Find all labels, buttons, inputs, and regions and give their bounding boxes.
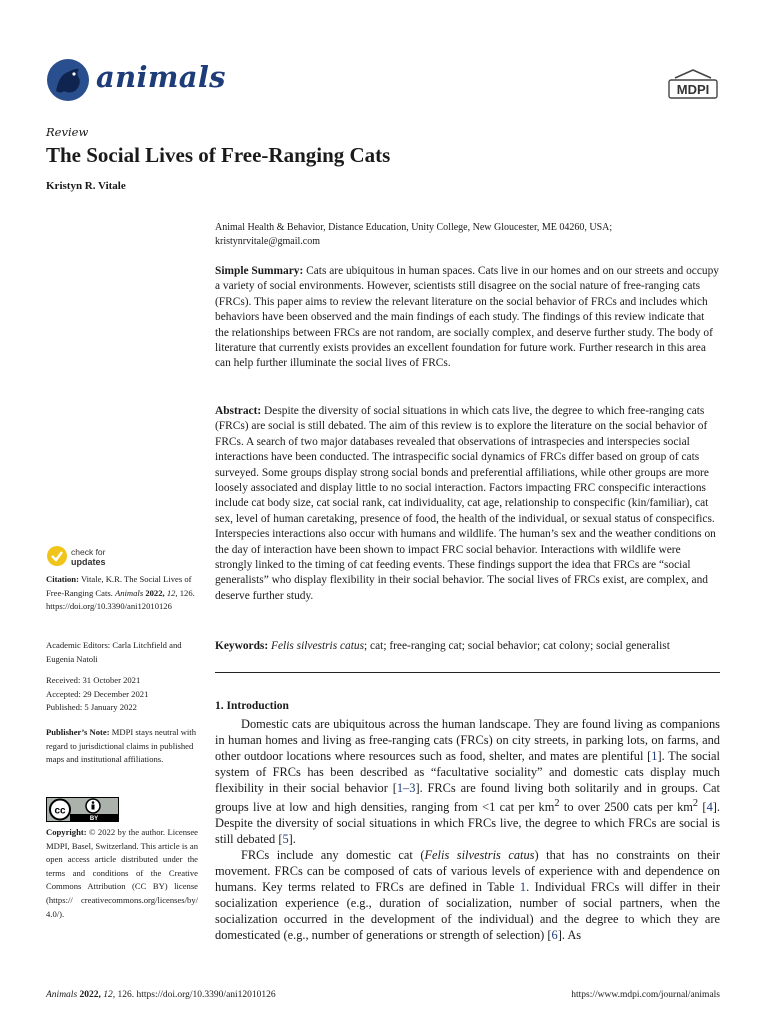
introduction-body — [215, 716, 720, 943]
text-run: to over 2500 cats per km — [559, 800, 693, 815]
intro-paragraph — [215, 716, 720, 847]
text-run: ]. The social system of FRCs has been described as “facultative sociality” and domestic cats display much flexibility in their social behavior [ — [215, 749, 720, 795]
affiliation-address: Animal Health & Behavior, Distance Education, Unity College, New Gloucester, ME 04260, USA; — [215, 222, 613, 233]
superscript: 2 — [692, 798, 699, 809]
simple-summary-text: Cats are ubiquitous in human spaces. Cats live in our homes and on our streets and occupy a variety of social environments. However, scientists still disagree on the social nature of free-ranging cats (FRCs). This paper aims to review the relevant literature on the social behavior of FRCs and includes which behaviors have been observed and the main findings of each study. The findings of this review indicate that the relationships between FRCs are not random, are socially complex, and deserve further study. The body of literature that currently exists provides an excellent foundation for future work. Further research in this area can help further illuminate the social lives of FRCs. — [215, 265, 719, 370]
text-run: FRCs include any domestic cat ( — [241, 848, 425, 863]
table-link[interactable]: 1 — [519, 880, 527, 895]
citation-label: Citation: — [46, 574, 79, 584]
journal-name: animals — [96, 60, 226, 94]
citation-journal: Animals — [115, 587, 144, 598]
footer-year: 2022, — [79, 990, 101, 1000]
article-type: Review — [46, 125, 89, 139]
keywords-label: Keywords: — [215, 640, 269, 652]
check-updates-icon — [46, 545, 68, 567]
footer-doi[interactable]: 126. https://doi.org/10.3390/ani12010126 — [117, 990, 276, 1000]
check-updates-line1: check for — [71, 547, 106, 557]
academic-editors: Academic Editors: Carla Litchfield and Eugenia Natoli — [46, 640, 182, 664]
footer-citation — [46, 990, 276, 1000]
text-run: ]. FRCs are found living both solitarily and in groups. Cat groups live at low and high densities, ranging from <1 cat per km — [215, 781, 720, 815]
simple-summary-label: Simple Summary: — [215, 265, 304, 277]
check-updates-line2: updates — [71, 557, 106, 567]
publisher-note-text: MDPI stays neutral with regard to jurisdictional claims in published maps and institutional affiliations. — [46, 727, 196, 765]
mdpi-logo-icon — [667, 68, 719, 100]
received-date: Received: 31 October 2021 — [46, 675, 141, 685]
author-name: Kristyn R. Vitale — [46, 180, 126, 192]
keywords-species: Felis silvestris catus — [271, 640, 365, 652]
citation-link[interactable]: 1–3 — [396, 781, 416, 795]
intro-paragraph — [215, 847, 720, 943]
keywords — [215, 639, 720, 654]
citation-link[interactable]: 5 — [282, 832, 289, 847]
citation-link[interactable]: 6 — [551, 928, 558, 943]
text-run: Domestic cats are ubiquitous across the human landscape. They are found living as companions in human homes and living as free-ranging cats (FRCs) on city streets, in parking lots, on farms, and other outdoor locations where resources such as food, shelter, and mates are plentiful [ — [215, 717, 720, 763]
text-run: ]. As — [557, 928, 582, 943]
affiliation — [215, 221, 720, 249]
citation-year: 2022, — [145, 587, 165, 598]
superscript: 2 — [554, 798, 560, 809]
keywords-list: ; cat; free-ranging cat; social behavior; cat colony; social generalist — [364, 640, 670, 652]
publisher-name: MDPI — [676, 82, 710, 97]
abstract — [215, 404, 720, 604]
text-run: ]. Despite the diversity of social situations in which FRCs live, the degree to which FRCs are social is still debated [ — [215, 800, 720, 847]
publisher-note — [46, 726, 198, 767]
citation-doi[interactable]: 126. https://doi.org/10.3390/ani12010126 — [46, 587, 195, 612]
abstract-label: Abstract: — [215, 405, 262, 417]
species-name: Felis silvestris catus — [424, 848, 535, 863]
affiliation-email[interactable]: kristynrvitale@gmail.com — [215, 236, 321, 247]
section-heading: 1. Introduction — [215, 700, 289, 712]
footer-journal-url[interactable]: https://www.mdpi.com/journal/animals — [571, 990, 720, 1000]
footer-volume: 12, — [103, 990, 116, 1000]
simple-summary — [215, 264, 720, 372]
divider — [215, 672, 720, 673]
accepted-date: Accepted: 29 December 2021 — [46, 688, 149, 699]
dates — [46, 674, 198, 715]
article-title: The Social Lives of Free-Ranging Cats — [46, 143, 391, 167]
published-date: Published: 5 January 2022 — [46, 702, 137, 713]
citation-link[interactable]: 1 — [651, 749, 658, 763]
text-run: . Individual FRCs will differ in their socialization experience (e.g., duration of socialization, number of social partners, when the socialization occurred in the development of the individual) and the degree to which they are domesticated (e.g., number of generations or strength of selection) [ — [215, 880, 720, 943]
journal-logo-icon — [46, 58, 90, 102]
cc-by-license-icon[interactable] — [46, 797, 119, 822]
abstract-text: Despite the diversity of social situations in which cats live, the degree to which free-ranging cats (FRCs) are social is still debated. The aim of this review is to explore the literature on the social behavior of FRCs. A search of two major databases revealed that observations of intraspecies and interspecies social interactions have been conducted. The intraspecific social dynamics of FRCs differ based on group of cats surveyed. Some groups display strong social bonds and preferential affiliations, while other groups are more loosely associated and display little to no social interaction. Factors impacting FRC conspecific interactions include cat body size, cat social rank, cat individuality, cat age, relationship to conspecific (kin/familiar), cat sex, level of human caretaking, presence of food, the health of the individual, or sexual status of conspecifics. Interspecies interactions also occur with humans and wildlife. The human’s sex and the weather conditions on the day of interaction have been shown to impact FRC social behavior. Interactions with wildlife were strongly linked to the timing of cat feeding events. These findings support the idea that FRCs are “social generalists” who display flexibility in their social behavior. The social lives of FRCs exist, are complex, and deserve further study. — [215, 405, 716, 602]
check-for-updates-button[interactable] — [46, 545, 166, 569]
copyright — [46, 826, 198, 921]
cc-label: cc — [54, 805, 66, 817]
citation-link[interactable]: 4 — [706, 800, 713, 815]
check-updates-label — [71, 547, 106, 567]
text-run: [ — [698, 800, 707, 815]
citation-volume: 12, — [166, 587, 178, 598]
text-run: ]. — [288, 832, 296, 847]
copyright-text: © 2022 by the author. Licensee MDPI, Basel, Switzerland. This article is an open access article distributed under the terms and conditions of the Creative Commons Attribution (CC BY) license (https:// creativecommons.org/licenses/by/ 4.0/). — [46, 827, 198, 919]
publisher-note-label: Publisher’s Note: — [46, 727, 110, 737]
by-label: BY — [89, 816, 99, 822]
copyright-label: Copyright: — [46, 827, 87, 837]
text-run: ) that has no constraints on their movement. FRCs can be composed of cats of various levels of experience with and dependence on humans. Key terms related to FRCs are defined in Table — [215, 848, 720, 895]
citation — [46, 573, 198, 614]
footer-journal: Animals — [46, 990, 78, 1000]
citation-text: Vitale, K.R. The Social Lives of Free-Ranging Cats. — [46, 574, 192, 598]
